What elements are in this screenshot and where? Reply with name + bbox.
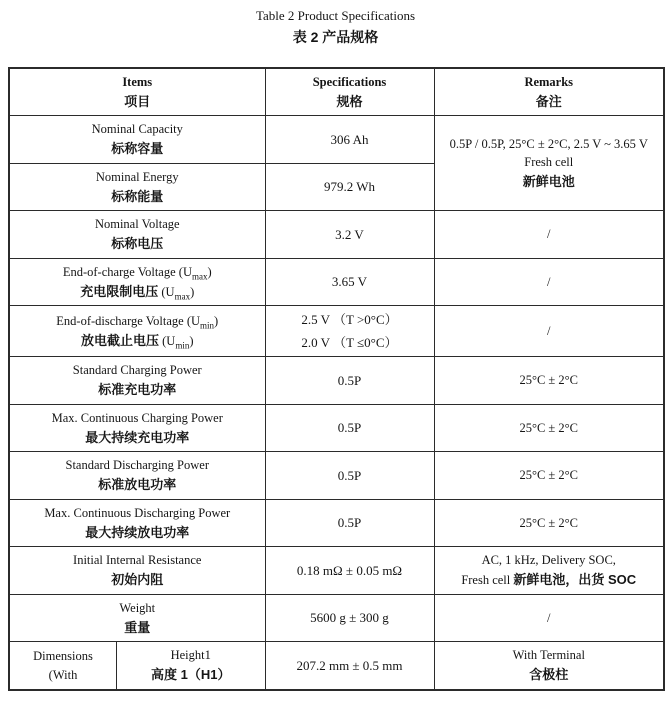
spec-end-of-discharge-voltage-line [269, 310, 431, 330]
remark-weight-text: / [547, 610, 551, 625]
item-dimensions-height1-left-text: Dimensions [33, 648, 93, 663]
item-nominal-energy-text: Nominal Energy [95, 169, 179, 184]
cell-remark-standard-charging-power [434, 357, 664, 405]
cell-spec-nominal-voltage [265, 211, 434, 259]
spec-max-continuous-discharging-power-text: 0.5P [337, 515, 362, 531]
header-items-en: Items [122, 75, 153, 90]
item-initial-internal-resistance-text: Initial Internal Resistance [73, 553, 202, 568]
item-standard-charging-power-text: Standard Charging Power [72, 363, 202, 378]
item-weight-line [13, 618, 262, 638]
header-specifications [265, 68, 434, 116]
remark-standard-charging-power-text: 25°C ± 2°C [519, 373, 579, 388]
header-remarks-en: Remarks [524, 75, 574, 90]
item-end-of-charge-voltage-line [13, 282, 262, 302]
item-end-of-charge-voltage-text: max [191, 271, 208, 282]
remark-max-continuous-charging-power-line [438, 419, 661, 438]
spec-standard-discharging-power-line [269, 466, 431, 486]
item-end-of-discharge-voltage-text: ) [214, 314, 219, 329]
cell-spec-nominal-energy [265, 163, 434, 211]
spec-end-of-charge-voltage-text: 3.65 V [331, 274, 368, 290]
cell-remark-dimensions-height1 [434, 642, 664, 690]
row-end-of-charge-voltage [9, 258, 664, 306]
spec-dimensions-height1-line [269, 656, 431, 676]
item-dimensions-height1-left-text: (With [48, 667, 78, 682]
spec-nominal-voltage-line [269, 225, 431, 245]
item-end-of-discharge-voltage-text: End-of-discharge Voltage (U [56, 314, 201, 329]
item-dimensions-height1-left-line [12, 666, 114, 685]
header-row [9, 68, 664, 116]
cell-remark-max-continuous-charging-power [434, 404, 664, 452]
spec-standard-charging-power-line [269, 371, 431, 391]
item-nominal-capacity-line [13, 139, 262, 159]
cell-spec-nominal-capacity [265, 116, 434, 164]
item-dimensions-height1-right-text: 高度 1（H1） [151, 667, 231, 683]
item-end-of-charge-voltage-text: 充电限制电压 [80, 283, 159, 299]
item-nominal-capacity-text: Nominal Capacity [91, 122, 183, 137]
table-title-english: Table 2 Product Specifications [255, 8, 416, 23]
item-nominal-capacity-text: 标称容量 [111, 141, 164, 157]
item-max-continuous-discharging-power-line [13, 523, 262, 543]
item-nominal-voltage-line [13, 215, 262, 234]
item-max-continuous-charging-power-line [13, 409, 262, 428]
item-max-continuous-discharging-power-text: Max. Continuous Discharging Power [44, 505, 231, 520]
item-end-of-charge-voltage-text: max [174, 291, 191, 302]
remark-nominal-capacity-text: 新鲜电池 [522, 174, 575, 190]
item-split-wrap [10, 642, 265, 689]
spec-standard-discharging-power-text: 0.5P [337, 467, 362, 483]
remark-standard-charging-power-line [438, 371, 661, 390]
item-standard-discharging-power-line [13, 456, 262, 475]
spec-nominal-voltage-text: 3.2 V [335, 226, 364, 242]
item-split-right [117, 642, 265, 689]
spec-dimensions-height1-text: 207.2 mm ± 0.5 mm [296, 657, 403, 673]
cell-remark-max-continuous-discharging-power [434, 499, 664, 547]
remark-nominal-voltage-text: / [547, 227, 551, 242]
remark-weight-line [438, 609, 661, 628]
cell-spec-end-of-discharge-voltage [265, 306, 434, 357]
cell-spec-initial-internal-resistance [265, 547, 434, 595]
spec-nominal-capacity-text: 306 Ah [330, 131, 369, 147]
remark-initial-internal-resistance-text: AC, 1 kHz, Delivery SOC, [481, 553, 616, 568]
cell-spec-end-of-charge-voltage [265, 258, 434, 306]
item-nominal-voltage-text: Nominal Voltage [94, 217, 180, 232]
table-title-chinese: 表 2 产品规格 [292, 28, 379, 45]
header-specifications-zh: 规格 [336, 93, 363, 109]
cell-item-max-continuous-discharging-power [9, 499, 265, 547]
item-dimensions-height1-left-line [12, 647, 114, 666]
cell-item-standard-charging-power [9, 357, 265, 405]
header-items [9, 68, 265, 116]
spec-weight-line [269, 608, 431, 628]
item-split-left [10, 642, 117, 689]
item-standard-discharging-power-text: Standard Discharging Power [65, 458, 209, 473]
row-standard-charging-power [9, 357, 664, 405]
item-end-of-discharge-voltage-line [13, 312, 262, 331]
header-items-zh: 项目 [124, 93, 151, 109]
cell-item-standard-discharging-power [9, 452, 265, 500]
remark-max-continuous-discharging-power-text: 25°C ± 2°C [519, 515, 579, 530]
item-max-continuous-charging-power-text: Max. Continuous Charging Power [51, 410, 223, 425]
remark-end-of-discharge-voltage-text: / [547, 323, 551, 338]
cell-remark-nominal-voltage [434, 211, 664, 259]
cell-remark-end-of-charge-voltage [434, 258, 664, 306]
header-remarks-zh: 备注 [535, 93, 562, 109]
cell-item-nominal-energy [9, 163, 265, 211]
item-nominal-energy-line [13, 168, 262, 187]
item-nominal-voltage-line [13, 234, 262, 254]
item-end-of-discharge-voltage-text: min [200, 320, 215, 331]
spec-end-of-charge-voltage-line [269, 272, 431, 292]
cell-item-dimensions-height1 [9, 642, 265, 690]
item-end-of-charge-voltage-text: (U [158, 284, 175, 299]
item-end-of-charge-voltage-text: End-of-charge Voltage (U [62, 264, 192, 279]
item-max-continuous-charging-power-text: 最大持续充电功率 [85, 429, 190, 445]
spec-end-of-discharge-voltage-text: 2.0 V （T ≤0°C） [301, 334, 398, 350]
remark-nominal-capacity-text: Fresh cell [524, 155, 574, 170]
item-max-continuous-charging-power-line [13, 428, 262, 448]
item-max-continuous-discharging-power-text: 最大持续放电功率 [85, 524, 190, 540]
product-specifications-table [8, 67, 665, 691]
remark-initial-internal-resistance-line [438, 551, 661, 570]
cell-spec-weight [265, 594, 434, 642]
item-nominal-voltage-text: 标称电压 [111, 236, 164, 252]
spec-table-body [9, 116, 664, 690]
item-end-of-discharge-voltage-text: min [175, 340, 190, 351]
remark-dimensions-height1-text: 含极柱 [529, 667, 569, 683]
spec-nominal-energy-text: 979.2 Wh [323, 179, 376, 195]
cell-spec-max-continuous-charging-power [265, 404, 434, 452]
cell-remark-end-of-discharge-voltage [434, 306, 664, 357]
cell-item-nominal-voltage [9, 211, 265, 259]
spec-initial-internal-resistance-line [269, 561, 431, 581]
remark-standard-discharging-power-line [438, 466, 661, 485]
remark-nominal-capacity-line [438, 135, 661, 154]
cell-item-end-of-discharge-voltage [9, 306, 265, 357]
remark-dimensions-height1-text: With Terminal [512, 648, 585, 663]
remark-end-of-charge-voltage-line [438, 273, 661, 292]
row-nominal-capacity [9, 116, 664, 164]
spec-nominal-capacity-line [269, 130, 431, 150]
table-title-block [8, 8, 663, 46]
header-remarks [434, 68, 664, 116]
cell-spec-max-continuous-discharging-power [265, 499, 434, 547]
item-initial-internal-resistance-text: 初始内阻 [111, 572, 164, 588]
item-standard-charging-power-line [13, 361, 262, 380]
remark-initial-internal-resistance-text: Fresh cell [461, 573, 514, 588]
item-initial-internal-resistance-line [13, 551, 262, 570]
cell-item-max-continuous-charging-power [9, 404, 265, 452]
cell-item-initial-internal-resistance [9, 547, 265, 595]
spec-standard-charging-power-text: 0.5P [337, 372, 362, 388]
remark-initial-internal-resistance-text: 新鲜电池，出货 SOC [513, 572, 637, 588]
item-dimensions-height1-right-line [119, 665, 263, 685]
item-weight-text: Weight [119, 600, 156, 615]
remark-nominal-capacity-line [438, 153, 661, 172]
spec-initial-internal-resistance-text: 0.18 mΩ ± 0.05 mΩ [296, 562, 403, 578]
row-end-of-discharge-voltage [9, 306, 664, 357]
remark-dimensions-height1-line [438, 665, 661, 685]
remark-initial-internal-resistance-line [438, 570, 661, 590]
item-standard-charging-power-text: 标准充电功率 [98, 382, 177, 398]
remark-nominal-capacity-line [438, 172, 661, 192]
row-max-continuous-discharging-power [9, 499, 664, 547]
spec-max-continuous-charging-power-text: 0.5P [337, 420, 362, 436]
header-specifications-en: Specifications [312, 75, 387, 90]
item-end-of-discharge-voltage-line [13, 331, 262, 351]
remark-max-continuous-discharging-power-line [438, 514, 661, 533]
item-end-of-charge-voltage-text: ) [207, 264, 212, 279]
cell-spec-standard-discharging-power [265, 452, 434, 500]
remark-end-of-discharge-voltage-line [438, 322, 661, 341]
cell-spec-standard-charging-power [265, 357, 434, 405]
item-dimensions-height1-right-text: Height1 [170, 648, 211, 663]
item-weight-line [13, 599, 262, 618]
spec-max-continuous-discharging-power-line [269, 513, 431, 533]
remark-standard-discharging-power-text: 25°C ± 2°C [519, 468, 579, 483]
cell-spec-dimensions-height1 [265, 642, 434, 690]
remark-max-continuous-charging-power-text: 25°C ± 2°C [519, 420, 579, 435]
spec-end-of-discharge-voltage-line [269, 333, 431, 353]
item-end-of-charge-voltage-text: ) [190, 284, 195, 299]
cell-remark-standard-discharging-power [434, 452, 664, 500]
spec-nominal-energy-line [269, 177, 431, 197]
item-max-continuous-discharging-power-line [13, 504, 262, 523]
cell-remark-weight [434, 594, 664, 642]
spec-weight-text: 5600 g ± 300 g [310, 610, 389, 626]
item-end-of-discharge-voltage-text: 放电截止电压 [80, 332, 159, 348]
remark-end-of-charge-voltage-text: / [547, 274, 551, 289]
remark-dimensions-height1-line [438, 646, 661, 665]
item-standard-discharging-power-text: 标准放电功率 [98, 477, 177, 493]
item-end-of-charge-voltage-line [13, 263, 262, 282]
row-initial-internal-resistance [9, 547, 664, 595]
row-nominal-voltage [9, 211, 664, 259]
item-dimensions-height1-right-line [119, 646, 263, 665]
cell-remark-nominal-capacity [434, 116, 664, 211]
cell-item-end-of-charge-voltage [9, 258, 265, 306]
row-weight [9, 594, 664, 642]
item-end-of-discharge-voltage-text: ) [189, 333, 194, 348]
item-initial-internal-resistance-line [13, 570, 262, 590]
remark-nominal-voltage-line [438, 225, 661, 244]
item-weight-text: 重量 [124, 619, 151, 635]
item-nominal-energy-text: 标称能量 [111, 188, 164, 204]
cell-item-weight [9, 594, 265, 642]
item-standard-charging-power-line [13, 380, 262, 400]
item-nominal-energy-line [13, 187, 262, 207]
row-max-continuous-charging-power [9, 404, 664, 452]
item-nominal-capacity-line [13, 120, 262, 139]
row-dimensions-height1 [9, 642, 664, 690]
item-end-of-discharge-voltage-text: (U [159, 333, 176, 348]
spec-end-of-discharge-voltage-text: 2.5 V （T >0°C） [301, 312, 398, 328]
cell-remark-initial-internal-resistance [434, 547, 664, 595]
remark-nominal-capacity-text: 0.5P / 0.5P, 25°C ± 2°C, 2.5 V ~ 3.65 V [449, 136, 648, 151]
row-standard-discharging-power [9, 452, 664, 500]
cell-item-nominal-capacity [9, 116, 265, 164]
spec-max-continuous-charging-power-line [269, 418, 431, 438]
item-standard-discharging-power-line [13, 475, 262, 495]
